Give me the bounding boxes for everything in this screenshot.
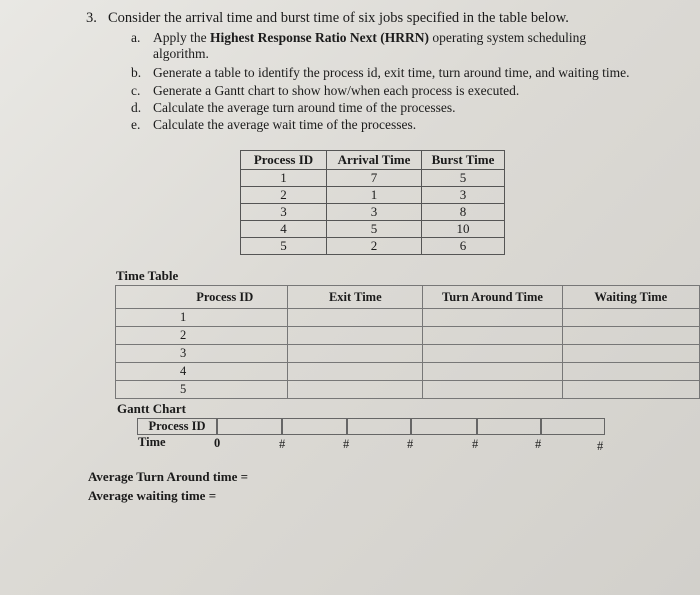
item-a-pre: Apply the	[153, 30, 210, 45]
given-table-header	[241, 151, 505, 170]
tt-process-id: 4	[116, 363, 288, 381]
gantt-cell[interactable]	[347, 418, 411, 435]
item-a-continuation: algorithm.	[153, 46, 209, 61]
gantt-cell[interactable]	[477, 418, 541, 435]
item-b-label: b.	[131, 65, 142, 80]
item-a-bold: Highest Response Ratio Next (HRRN)	[210, 30, 429, 45]
tt-exit-cell[interactable]	[288, 363, 423, 381]
item-a	[131, 30, 586, 46]
item-b	[131, 65, 629, 81]
time-table-header	[116, 286, 700, 309]
tt-process-id: 2	[116, 327, 288, 345]
given-cell: 2	[241, 187, 327, 204]
tt-process-id: 3	[116, 345, 288, 363]
item-c-text: Generate a Gantt chart to show how/when each process is executed.	[153, 83, 520, 98]
tt-exit-cell[interactable]	[288, 381, 423, 399]
tt-header-exit-time: Exit Time	[288, 286, 423, 309]
gantt-cell[interactable]	[411, 418, 477, 435]
tt-wait-cell[interactable]	[562, 345, 699, 363]
tt-wait-cell[interactable]	[562, 381, 699, 399]
gantt-marker: #	[535, 437, 542, 451]
given-cell: 1	[241, 170, 327, 187]
item-e	[131, 117, 416, 133]
tt-exit-cell[interactable]	[288, 309, 423, 327]
gantt-marker: #	[279, 437, 286, 451]
gantt-cell[interactable]	[541, 418, 605, 435]
question-number: 3.	[86, 10, 97, 26]
given-cell: 6	[422, 238, 505, 255]
item-d-text: Calculate the average turn around time of the processes.	[153, 100, 456, 115]
question-intro: Consider the arrival time and burst time of six jobs specified in the table below.	[108, 10, 569, 26]
given-header-burst-time: Burst Time	[422, 151, 505, 170]
item-e-label: e.	[131, 117, 141, 132]
gantt-cell[interactable]	[282, 418, 347, 435]
gantt-title: Gantt Chart	[117, 401, 186, 416]
tt-wait-cell[interactable]	[562, 363, 699, 381]
gantt-process-label: Process ID	[137, 418, 217, 435]
item-d-label: d.	[131, 100, 142, 115]
tt-exit-cell[interactable]	[288, 327, 423, 345]
gantt-start-time: 0	[214, 436, 221, 450]
item-e-text: Calculate the average wait time of the processes.	[153, 117, 417, 132]
tt-tat-cell[interactable]	[423, 309, 562, 327]
given-cell: 10	[422, 221, 505, 238]
table-row	[116, 381, 700, 399]
tt-header-waiting-time: Waiting Time	[562, 286, 699, 309]
given-cell: 8	[422, 204, 505, 221]
given-cell: 3	[241, 204, 327, 221]
given-cell: 5	[241, 238, 327, 255]
table-row	[241, 238, 505, 255]
item-a-label: a.	[131, 30, 141, 45]
given-cell: 5	[422, 170, 505, 187]
tt-process-id: 1	[116, 309, 288, 327]
table-row	[241, 187, 505, 204]
tt-tat-cell[interactable]	[423, 363, 562, 381]
tt-tat-cell[interactable]	[423, 381, 562, 399]
gantt-cell[interactable]	[217, 418, 282, 435]
item-c	[131, 83, 519, 99]
table-row	[241, 170, 505, 187]
given-cell: 2	[327, 238, 422, 255]
table-row	[241, 204, 505, 221]
table-row	[116, 345, 700, 363]
gantt-marker: #	[343, 437, 350, 451]
tt-header-turn-around-time: Turn Around Time	[423, 286, 562, 309]
table-row	[241, 221, 505, 238]
gantt-marker: #	[472, 437, 479, 451]
item-a-post: operating system scheduling	[428, 30, 587, 45]
given-cell: 4	[241, 221, 327, 238]
table-row	[116, 363, 700, 381]
given-cell: 5	[327, 221, 422, 238]
time-table-title: Time Table	[116, 268, 179, 283]
gantt-marker: #	[597, 439, 604, 453]
gantt-process-row	[137, 418, 603, 435]
given-cell: 1	[327, 187, 422, 204]
avg-waiting-label: Average waiting time =	[88, 488, 217, 503]
tt-tat-cell[interactable]	[423, 345, 562, 363]
tt-exit-cell[interactable]	[288, 345, 423, 363]
tt-tat-cell[interactable]	[423, 327, 562, 345]
given-header-process-id: Process ID	[241, 151, 327, 170]
table-row	[116, 327, 700, 345]
gantt-cells	[217, 418, 605, 435]
item-c-label: c.	[131, 83, 141, 98]
given-table	[240, 150, 505, 255]
tt-wait-cell[interactable]	[562, 309, 699, 327]
gantt-marker: #	[407, 437, 414, 451]
tt-header-process-id: Process ID	[116, 286, 288, 309]
avg-turnaround-label: Average Turn Around time =	[88, 469, 249, 484]
given-cell: 7	[327, 170, 422, 187]
given-cell: 3	[422, 187, 505, 204]
time-table	[115, 285, 700, 399]
given-cell: 3	[327, 204, 422, 221]
table-row	[116, 309, 700, 327]
tt-process-id: 5	[116, 381, 288, 399]
item-b-text: Generate a table to identify the process id, exit time, turn around time, and waiting time.	[153, 65, 630, 80]
given-header-arrival-time: Arrival Time	[327, 151, 422, 170]
gantt-time-label: Time	[138, 435, 166, 449]
item-d	[131, 100, 456, 116]
tt-wait-cell[interactable]	[562, 327, 699, 345]
